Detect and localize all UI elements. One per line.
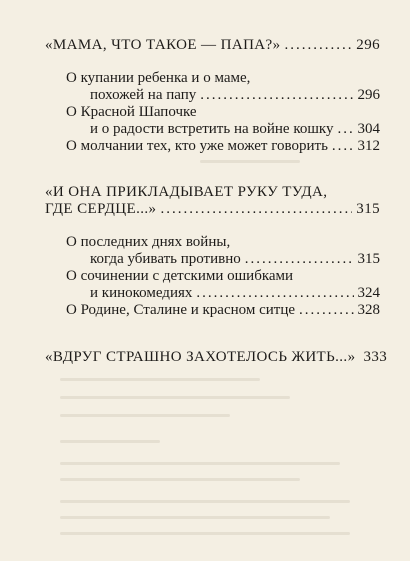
toc-entry[interactable]: [66, 302, 380, 319]
leader-dots: [200, 87, 353, 104]
leader-dots: [160, 201, 352, 218]
toc-entry-line[interactable]: О купании ребенка и о маме,: [66, 70, 251, 86]
leader-dots: [332, 138, 354, 155]
show-through-mark: [60, 440, 160, 443]
entry-title: когда убивать противно: [90, 251, 241, 267]
page-number: 324: [357, 285, 380, 301]
show-through-mark: [60, 532, 350, 535]
toc-section-heading[interactable]: [45, 349, 388, 366]
entry-title: О молчании тех, кто уже может говорить: [66, 138, 328, 154]
toc-entry[interactable]: [90, 87, 380, 104]
leader-dots: [338, 121, 354, 138]
toc-entry[interactable]: [90, 251, 380, 268]
show-through-mark: [60, 516, 330, 519]
entry-title: О Родине, Сталине и красном ситце: [66, 302, 296, 318]
page-number: 296: [356, 37, 380, 53]
page-number: 315: [356, 201, 380, 217]
entry-title: и кинокомедиях: [90, 285, 193, 301]
page-number: 315: [357, 251, 380, 267]
toc-section-heading[interactable]: [45, 201, 380, 218]
toc-section-heading[interactable]: [45, 37, 380, 54]
entry-title: похожей на папу: [90, 87, 197, 103]
section-title-line[interactable]: «И ОНА ПРИКЛАДЫВАЕТ РУКУ ТУДА,: [45, 184, 328, 200]
entry-title: и о радости встретить на войне кошку: [90, 121, 334, 137]
toc-entry[interactable]: [66, 138, 380, 155]
show-through-mark: [60, 462, 340, 465]
toc-entry[interactable]: [90, 121, 380, 138]
toc-entry[interactable]: [90, 285, 380, 302]
leader-dots: [196, 285, 353, 302]
page-number: 296: [357, 87, 380, 103]
show-through-mark: [200, 160, 300, 163]
page-number: 328: [357, 302, 380, 318]
section-title: «ВДРУГ СТРАШНО ЗАХОТЕЛОСЬ ЖИТЬ...»: [45, 349, 356, 365]
leader-dots: [245, 251, 354, 268]
show-through-mark: [60, 378, 260, 381]
show-through-mark: [60, 500, 350, 503]
leader-dots: [285, 37, 353, 54]
section-title: ГДЕ СЕРДЦЕ...»: [45, 201, 157, 217]
section-title: «МАМА, ЧТО ТАКОЕ — ПАПА?»: [45, 37, 281, 53]
show-through-mark: [60, 478, 300, 481]
toc-entry-line[interactable]: О последних днях войны,: [66, 234, 231, 250]
page-number: 312: [357, 138, 380, 154]
page-number: 333: [363, 349, 388, 365]
show-through-mark: [60, 396, 290, 399]
toc-entry-line[interactable]: О Красной Шапочке: [66, 104, 197, 120]
page-number: 304: [357, 121, 380, 137]
toc-entry-line[interactable]: О сочинении с детскими ошибками: [66, 268, 294, 284]
show-through-mark: [60, 414, 230, 417]
leader-dots: [299, 302, 353, 319]
